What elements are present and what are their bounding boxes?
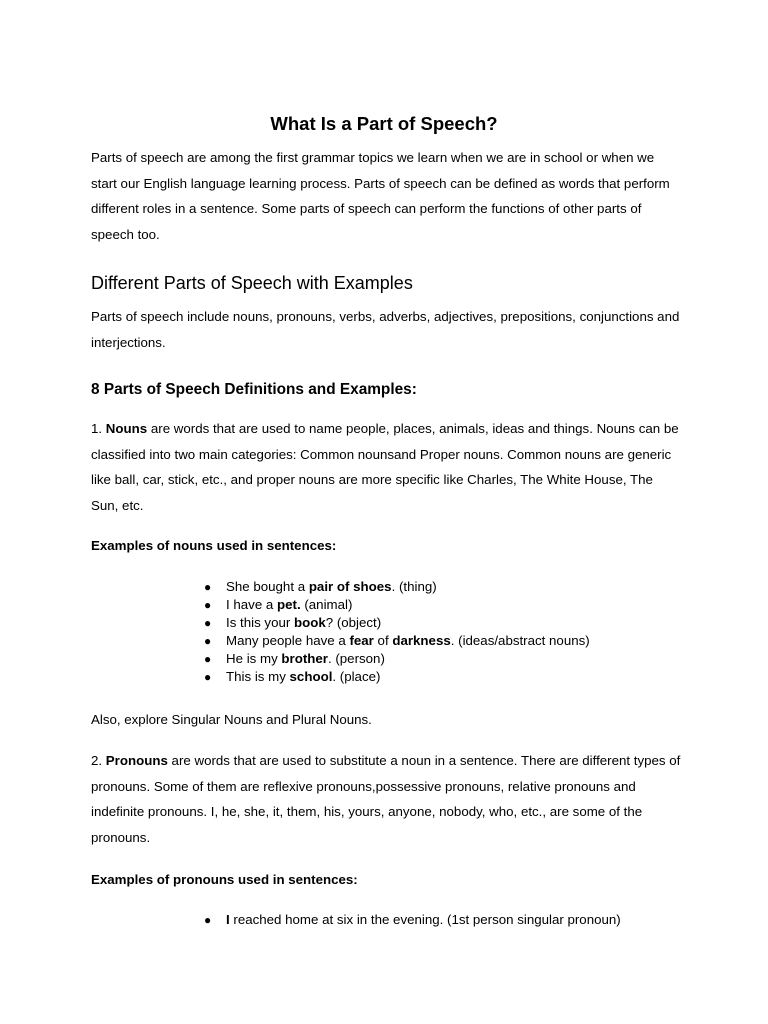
intro-line-3: different roles in a sentence. Some parts of speech can perform the functions of other parts of (91, 201, 642, 217)
pronouns-line-1-text: are words that are used to substitute a noun in a sentence. There are different types of (167, 753, 681, 768)
pronouns-number: 2. (91, 753, 106, 768)
pronouns-line-4: pronouns. (91, 829, 151, 845)
list-item: ● I have a pet. (animal) (204, 597, 353, 612)
pronouns-term: Pronouns (105, 753, 168, 768)
parts-list-paragraph (91, 304, 691, 355)
intro-line-2: start our English language learning process. Parts of speech can be defined as words that perform (91, 175, 670, 191)
list-item: ● He is my brother. (person) (204, 651, 385, 666)
pronouns-examples-list (204, 911, 621, 929)
list-item: ● Many people have a fear of darkness. (ideas/abstract nouns) (204, 633, 590, 648)
nouns-paragraph (91, 416, 691, 518)
parts-list-line-1: Parts of speech include nouns, pronouns, verbs, adverbs, adjectives, prepositions, conjunctions and (91, 309, 680, 324)
also-explore-line: Also, explore Singular Nouns and Plural Nouns. (91, 712, 372, 727)
nouns-examples-list (204, 578, 590, 686)
nouns-line-4: Sun, etc. (91, 497, 144, 513)
intro-line-4: speech too. (91, 226, 160, 242)
nouns-line-3: like ball, car, stick, etc., and proper nouns are more specific like Charles, The White House, The (91, 472, 653, 488)
bullet-icon: ● (204, 598, 212, 612)
nouns-line-1 (91, 416, 691, 442)
bullet-icon: ● (204, 616, 212, 630)
bullet-icon: ● (204, 634, 212, 648)
list-item: ● This is my school. (place) (204, 669, 381, 684)
pronouns-line-2: pronouns. Some of them are reflexive pronouns,possessive pronouns, relative pronouns and (91, 778, 636, 794)
section-heading-definitions: 8 Parts of Speech Definitions and Examples: (91, 381, 417, 398)
list-item: ● She bought a pair of shoes. (thing) (204, 579, 437, 594)
bullet-icon: ● (204, 652, 212, 666)
nouns-number: 1. (91, 421, 106, 436)
list-item: ● I reached home at six in the evening. (1st person singular pronoun) (204, 912, 621, 927)
intro-line-1: Parts of speech are among the first grammar topics we learn when we are in school or when we (91, 150, 655, 165)
nouns-line-2: classified into two main categories: Common nounsand Proper nouns. Common nouns are generic (91, 446, 672, 462)
pronouns-examples-label: Examples of pronouns used in sentences: (91, 872, 358, 887)
pronouns-line-1 (91, 748, 691, 774)
nouns-line-1-text: are words that are used to name people, places, animals, ideas and things. Nouns can be (147, 421, 679, 436)
list-item: ● Is this your book? (object) (204, 615, 382, 630)
page-title: What Is a Part of Speech? (270, 113, 498, 134)
bullet-icon: ● (204, 913, 212, 927)
section-heading-different-parts: Different Parts of Speech with Examples (91, 273, 413, 293)
nouns-examples-label: Examples of nouns used in sentences: (91, 538, 337, 553)
pronouns-paragraph (91, 748, 691, 850)
nouns-term: Nouns (105, 421, 148, 436)
pronouns-line-3: indefinite pronouns. I, he, she, it, them, his, yours, anyone, nobody, who, etc., are some of the (91, 804, 643, 820)
parts-list-line-2: interjections. (91, 334, 166, 350)
bullet-icon: ● (204, 670, 212, 684)
bullet-icon: ● (204, 580, 212, 594)
intro-paragraph (91, 145, 691, 247)
